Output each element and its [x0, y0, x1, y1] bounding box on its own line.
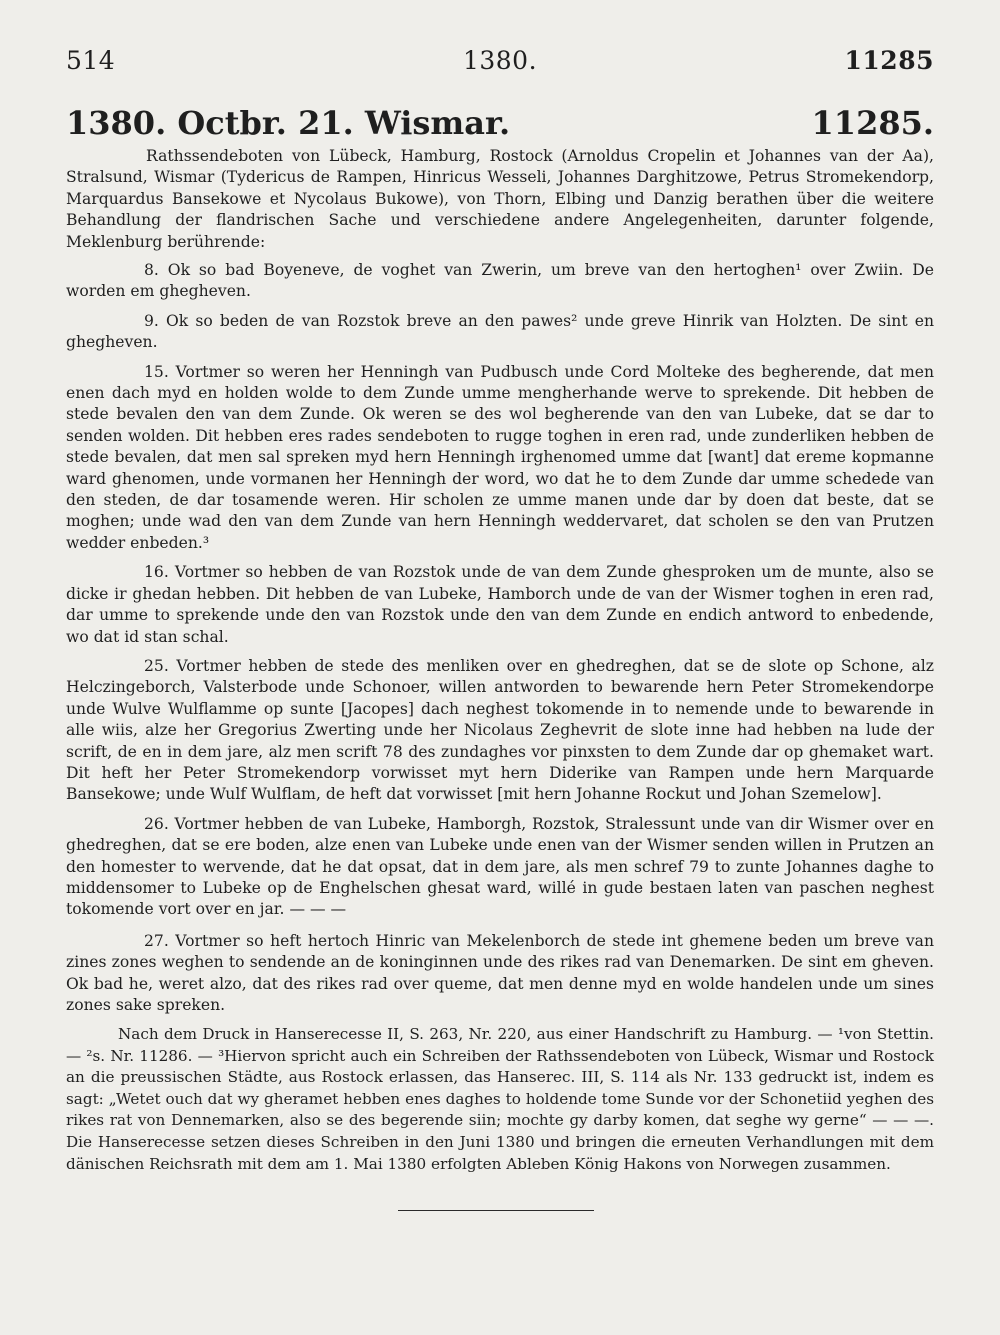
- articles: [66, 260, 934, 1024]
- entry-date-place: 1380. Octbr. 21. Wismar.: [66, 104, 511, 142]
- article-27: 27. Vortmer so heft hertoch Hinric van Mekelenborch de stede int ghemene beden um breve van zines zones weghen to sendende an de koninginnen unde des rikes rad van Denemarken. De sint em gheven. Ok bad he, weret alzo, dat des rikes rad over queme, dat men denne myd en wolde handelen unde um sines zones sake spreken.: [66, 931, 934, 1014]
- entry-heading: [66, 104, 934, 148]
- entry-number: 11285.: [811, 104, 934, 142]
- summary-paragraph: Rathssendeboten von Lübeck, Hamburg, Rostock (Arnoldus Cropelin et Johannes van der Aa), Stralsund, Wismar (Tydericus de Rampen, Hinricus Wesseli, Johannes Darghitzowe, Petrus Stromekendorp, Marquardus Bansekowe et Nycolaus Bukowe), von Thorn, Elbing und Danzig berathen über die weitere Behandlung der flandrischen Sache und verschiedene andere Angelegenheiten, darunter folgende, Meklenburg berührende:: [66, 147, 934, 251]
- entry-summary: [66, 146, 934, 253]
- source-note: Nach dem Druck in Hanserecesse II, S. 263, Nr. 220, aus einer Handschrift zu Hamburg. — ¹von Stettin. — ²s. Nr. 11286. — ³Hiervon spricht auch ein Schreiben der Rathssendeboten von Lübeck, Wismar und Rostock an die preussischen Städte, aus Rostock erlassen, das Hanserec. III, S. 114 als Nr. 133 gedruckt ist, indem es sagt: „Wetet ouch dat wy gheramet hebben enes daghes to holdende tome Sunde vor der Schonetiid yeghen des rikes rat von Dennemarken, also se des begerende siin; mochte gy darby komen, dat seghe wy gerne“ — — —. Die Hanserecesse setzen dieses Schreiben in den Juni 1380 und bringen die erneuten Verhandlungen mit dem dänischen Reichsrath mit dem am 1. Mai 1380 erfolgten Ableben König Hakons von Norwegen zusammen.: [66, 1025, 934, 1173]
- running-year: 1380.: [462, 46, 538, 75]
- article-16: 16. Vortmer so hebben de van Rozstok unde de van dem Zunde ghesproken um de munte, also se dicke ir ghedan hebben. Dit hebben de van Lubeke, Hamborch unde de van der Wismer toghen in eren rad, dar umme to sprekende unde den van Rozstok unde den van dem Zunde en endich antword to enbedende, wo dat id stan schal.: [66, 563, 934, 646]
- page-number: 514: [66, 46, 116, 75]
- running-head: [66, 46, 934, 80]
- footnotes: [66, 1024, 934, 1175]
- running-entry-number: 11285: [844, 46, 934, 75]
- article-25: 25. Vortmer hebben de stede des menliken over en ghedreghen, dat se de slote op Schone, alz Helczingeborch, Valsterbode unde Schonoer, willen antworden to bewarende hern Peter Stromekendorpe unde Wulve Wulflamme op sunte [Jacopes] dach neghest tokomende in to nemende unde to bewarende in alle wiis, alze her Gregorius Zwerting unde her Nicolaus Zeghevrit de slote inne had hebben na lude der scrift, de en in dem jare, alz men scrift 78 des zundaghes vor pinxsten to dem Zunde dar op ghemaket wart. Dit heft her Peter Stromekendorp vorwisset myt hern Diderike van Rampen unde hern Marquarde Bansekowe; unde Wulf Wulflam, de heft dat vorwisset [mit hern Johanne Rockut und Johan Szemelow].: [66, 656, 934, 804]
- article-15: 15. Vortmer so weren her Henningh van Pudbusch unde Cord Molteke des begherende, dat men enen dach myd en holden wolde to dem Zunde umme mengherhande werve to sprekende. Dit hebben de stede bevalen den van dem Zunde. Ok weren se des wol begherende van den van Lubeke, dat se dar to senden wolden. Dit hebben eres rades sendeboten to rugge toghen in eren rad, unde zunderliken hebben de stede bevalen, dat men sal spreken myd hern Henningh irghenomed umme dat [want] dat ereme kopmanne ward ghenomen, unde vormanen her Henningh der word, wo dat he to dem Zunde dar umme schedede van den steden, de dar tosamende weren. Hir scholen ze umme manen unde dar by doen dat beste, dat se moghen; unde wad den van dem Zunde van hern Henningh weddervaret, dat scholen se den van Prutzen wedder enbeden.³: [66, 362, 934, 552]
- article-9: 9. Ok so beden de van Rozstok breve an den pawes² unde greve Hinrik van Holzten. De sint en ghegheven.: [66, 311, 934, 352]
- article-8: 8. Ok so bad Boyeneve, de voghet van Zwerin, um breve van den hertoghen¹ over Zwiin. De worden em ghegheven.: [66, 261, 934, 301]
- closing-rule: [398, 1210, 594, 1211]
- article-26: 26. Vortmer hebben de van Lubeke, Hamborgh, Rozstok, Stralessunt unde van dir Wismer over en ghedreghen, dat se ere boden, alze enen van Lubeke unde enen van der Wismer senden willen in Prutzen an den homester to wervende, dat he dat opsat, dat in dem jare, als men schref 79 to zunte Johannes daghe to middensomer to Lubeke op de Enghelschen ghesat ward, willé in gude bestaen laten van paschen neghest tokomende vort over en jar. — — —: [66, 814, 934, 919]
